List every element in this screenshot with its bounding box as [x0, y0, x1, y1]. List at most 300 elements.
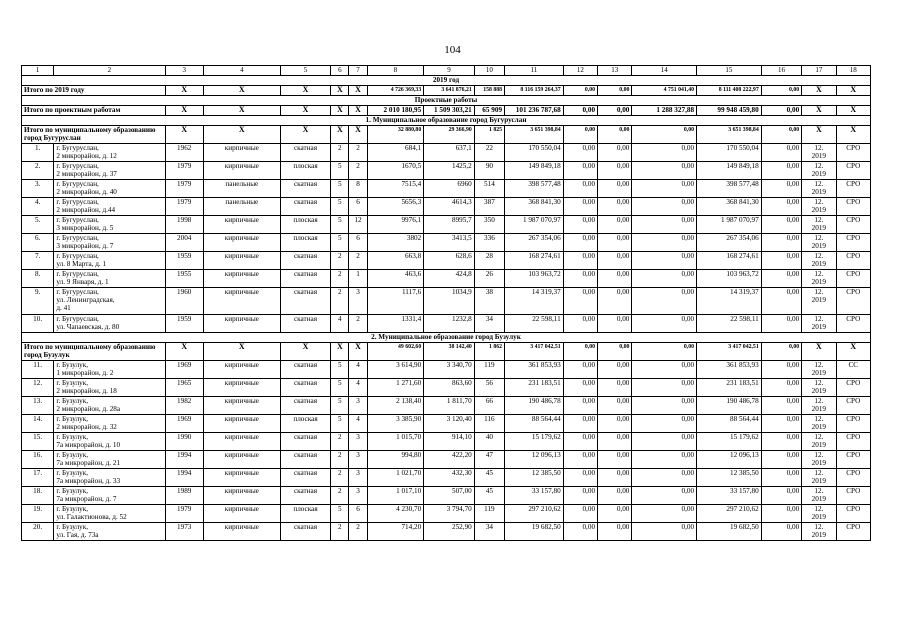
cost-cell: 149 849,18	[697, 162, 762, 180]
roof-type: скатная	[280, 180, 331, 198]
living-area: 1 811,70	[424, 397, 475, 415]
total-cell: 99 948 459,80	[697, 106, 762, 116]
funding-method: СРО	[836, 523, 870, 541]
row-number: 12.	[22, 379, 54, 397]
entrances: 4	[349, 361, 367, 379]
completion-term	[802, 487, 836, 505]
entrances: 3	[349, 487, 367, 505]
cost-cell: 0,00	[563, 144, 597, 162]
total-cell: 0,00	[632, 126, 697, 144]
address-cell	[54, 288, 165, 315]
living-area: 252,90	[424, 523, 475, 541]
total-cell: 0,00	[563, 126, 597, 144]
wall-material: кирпичные	[203, 469, 280, 487]
floors: 5	[331, 397, 349, 415]
cost-cell: 103 963,72	[697, 270, 762, 288]
wall-material: кирпичные	[203, 505, 280, 523]
total-label: Итого по муниципальному образованию город Бугуруслан	[22, 126, 166, 144]
roof-type: скатная	[280, 270, 331, 288]
cost-cell: 0,00	[598, 144, 632, 162]
year-built: 1979	[165, 505, 203, 523]
address-cell	[54, 180, 165, 198]
term-line: 12.	[814, 315, 824, 323]
repair-cost: 19 682,50	[505, 523, 564, 541]
repair-cost: 15 179,62	[505, 433, 564, 451]
total-label: Итого по проектным работам	[22, 106, 166, 116]
year-built: 1960	[165, 288, 203, 315]
repair-cost: 103 963,72	[505, 270, 564, 288]
total-area: 3802	[367, 234, 424, 252]
cost-cell: 0,00	[632, 451, 697, 469]
completion-term	[802, 315, 836, 333]
cost-cell: 0,00	[563, 315, 597, 333]
repair-cost: 33 157,80	[505, 487, 564, 505]
total-cell: 0,00	[563, 106, 597, 116]
living-area: 422,20	[424, 451, 475, 469]
residents: 119	[474, 361, 504, 379]
column-number: 8	[367, 66, 424, 76]
total-cell: 0,00	[761, 86, 801, 96]
row-number: 14.	[22, 415, 54, 433]
repair-cost: 231 183,51	[505, 379, 564, 397]
row-number: 4.	[22, 198, 54, 216]
funding-method: СРО	[836, 180, 870, 198]
total-cell: 29 366,90	[424, 126, 475, 144]
residents: 47	[474, 451, 504, 469]
total-cell: X	[280, 126, 331, 144]
term-line: 12.	[814, 487, 824, 495]
year-built: 1982	[165, 397, 203, 415]
year-built: 1973	[165, 523, 203, 541]
repair-cost: 398 577,48	[505, 180, 564, 198]
cost-cell: 0,00	[563, 379, 597, 397]
address-line: г. Бугуруслан,	[56, 198, 99, 206]
cost-cell: 22 598,11	[697, 315, 762, 333]
total-area: 663,8	[367, 252, 424, 270]
wall-material: кирпичные	[203, 162, 280, 180]
total-cell: X	[802, 343, 836, 361]
address-cell	[54, 216, 165, 234]
cost-cell: 0,00	[632, 315, 697, 333]
total-cell: 0,00	[761, 343, 801, 361]
roof-type: скатная	[280, 252, 331, 270]
funding-method: СРО	[836, 270, 870, 288]
address-line: 2 микрорайон, д. 18	[56, 387, 117, 396]
table-row	[22, 523, 871, 541]
repair-cost: 267 354,06	[505, 234, 564, 252]
cost-cell: 0,00	[761, 216, 801, 234]
wall-material: кирпичные	[203, 234, 280, 252]
address-line: ул. Чапаевская, д. 80	[56, 323, 120, 332]
entrances: 4	[349, 379, 367, 397]
address-cell	[54, 487, 165, 505]
cost-cell: 0,00	[598, 433, 632, 451]
total-label: Итого по муниципальному образованию город Бузулук	[22, 343, 166, 361]
row-number: 16.	[22, 451, 54, 469]
term-line: 2019	[811, 441, 827, 450]
residents: 350	[474, 216, 504, 234]
completion-term	[802, 361, 836, 379]
address-line: 3 микрорайон, д. 7	[56, 242, 114, 251]
total-cell: 0,00	[761, 106, 801, 116]
entrances: 1	[349, 270, 367, 288]
design-header-row	[22, 96, 871, 106]
repair-cost: 297 210,62	[505, 505, 564, 523]
living-area: 507,00	[424, 487, 475, 505]
roof-type: скатная	[280, 433, 331, 451]
year-header: 2019 год	[22, 76, 871, 86]
column-number: 4	[203, 66, 280, 76]
address-line: ул. Гая, д. 73а	[56, 531, 99, 540]
table-row	[22, 144, 871, 162]
living-area: 3 794,70	[424, 505, 475, 523]
address-cell	[54, 252, 165, 270]
funding-method: СРО	[836, 469, 870, 487]
term-line: 12.	[814, 252, 824, 260]
address-line: 2 микрорайон, д. 40	[56, 188, 117, 197]
address-line: г. Бугуруслан,	[56, 234, 99, 242]
cost-cell: 0,00	[598, 451, 632, 469]
term-line: 2019	[811, 242, 827, 251]
address-line: г. Бузулук,	[56, 379, 89, 387]
column-number: 2	[54, 66, 165, 76]
term-line: 2019	[811, 188, 827, 197]
completion-term	[802, 523, 836, 541]
cost-cell: 231 183,51	[697, 379, 762, 397]
address-line: г. Бугуруслан,	[56, 216, 99, 224]
residents: 119	[474, 505, 504, 523]
total-cell: 4 751 041,40	[632, 86, 697, 96]
funding-method: СС	[836, 361, 870, 379]
term-line: 12.	[814, 397, 824, 405]
cost-cell: 0,00	[761, 523, 801, 541]
repair-cost: 1 987 070,97	[505, 216, 564, 234]
row-number: 10.	[22, 315, 54, 333]
cost-cell: 15 179,62	[697, 433, 762, 451]
section-title-row	[22, 116, 871, 126]
funding-method: СРО	[836, 487, 870, 505]
cost-cell: 267 354,06	[697, 234, 762, 252]
column-number: 18	[836, 66, 870, 76]
cost-cell: 0,00	[632, 234, 697, 252]
year-built: 2004	[165, 234, 203, 252]
residents: 514	[474, 180, 504, 198]
total-cell: 38 142,40	[424, 343, 475, 361]
address-line: г. Бузулук,	[56, 487, 89, 495]
cost-cell: 0,00	[563, 234, 597, 252]
row-number: 6.	[22, 234, 54, 252]
wall-material: панельные	[203, 180, 280, 198]
entrances: 3	[349, 451, 367, 469]
funding-method: СРО	[836, 315, 870, 333]
capital-repair-table	[21, 65, 871, 541]
total-cell: X	[349, 86, 367, 96]
row-number: 7.	[22, 252, 54, 270]
residents: 45	[474, 469, 504, 487]
address-line: 2 микрорайон, д.44	[56, 206, 116, 215]
address-line: 2 микрорайон, д. 32	[56, 423, 117, 432]
total-cell: 65 909	[474, 106, 504, 116]
address-cell	[54, 523, 165, 541]
total-cell: X	[165, 343, 203, 361]
address-cell	[54, 361, 165, 379]
residents: 45	[474, 487, 504, 505]
living-area: 432,30	[424, 469, 475, 487]
cost-cell: 190 486,78	[697, 397, 762, 415]
repair-cost: 22 598,11	[505, 315, 564, 333]
cost-cell: 0,00	[598, 216, 632, 234]
table-row	[22, 216, 871, 234]
total-cell: X	[331, 86, 349, 96]
roof-type: скатная	[280, 144, 331, 162]
total-cell: 49 602,60	[367, 343, 424, 361]
row-number: 20.	[22, 523, 54, 541]
funding-method: СРО	[836, 379, 870, 397]
section-title: 1. Муниципальное образование город Бугуруслан	[22, 116, 871, 126]
completion-term	[802, 252, 836, 270]
total-cell: X	[331, 106, 349, 116]
term-line: 12.	[814, 379, 824, 387]
address-cell	[54, 379, 165, 397]
funding-method: СРО	[836, 234, 870, 252]
residents: 40	[474, 433, 504, 451]
address-cell	[54, 469, 165, 487]
total-cell: X	[349, 106, 367, 116]
cost-cell: 0,00	[632, 252, 697, 270]
roof-type: плоская	[280, 505, 331, 523]
roof-type: плоская	[280, 216, 331, 234]
total-cell: X	[280, 106, 331, 116]
roof-type: скатная	[280, 361, 331, 379]
term-line: 12.	[814, 415, 824, 423]
living-area: 6960	[424, 180, 475, 198]
address-cell	[54, 433, 165, 451]
term-line: 12.	[814, 361, 824, 369]
floors: 2	[331, 252, 349, 270]
residents: 116	[474, 415, 504, 433]
row-number: 18.	[22, 487, 54, 505]
cost-cell: 0,00	[761, 397, 801, 415]
completion-term	[802, 505, 836, 523]
funding-method: СРО	[836, 252, 870, 270]
residents: 387	[474, 198, 504, 216]
table-row	[22, 487, 871, 505]
cost-cell: 0,00	[761, 162, 801, 180]
address-line: г. Бузулук,	[56, 397, 89, 405]
floors: 4	[331, 315, 349, 333]
table-row	[22, 234, 871, 252]
living-area: 8995,7	[424, 216, 475, 234]
wall-material: кирпичные	[203, 451, 280, 469]
column-number: 13	[598, 66, 632, 76]
cost-cell: 0,00	[598, 198, 632, 216]
total-cell: 3 641 876,21	[424, 86, 475, 96]
address-line: г. Бугуруслан,	[56, 180, 99, 188]
total-label: Итого по 2019 году	[22, 86, 166, 96]
cost-cell: 0,00	[598, 234, 632, 252]
cost-cell: 0,00	[761, 469, 801, 487]
completion-term	[802, 397, 836, 415]
wall-material: кирпичные	[203, 433, 280, 451]
cost-cell: 0,00	[761, 415, 801, 433]
total-cell: X	[836, 343, 870, 361]
residents: 22	[474, 144, 504, 162]
year-built: 1979	[165, 162, 203, 180]
cost-cell: 88 564,44	[697, 415, 762, 433]
entrances: 2	[349, 252, 367, 270]
wall-material: кирпичные	[203, 288, 280, 315]
address-line: г. Бугуруслан,	[56, 144, 99, 152]
repair-cost: 190 486,78	[505, 397, 564, 415]
cost-cell: 14 319,37	[697, 288, 762, 315]
address-line: г. Бугуруслан,	[56, 270, 99, 278]
repair-cost: 12 385,50	[505, 469, 564, 487]
living-area: 1034,9	[424, 288, 475, 315]
total-cell: 0,00	[563, 86, 597, 96]
year-built: 1955	[165, 270, 203, 288]
total-cell: 32 880,80	[367, 126, 424, 144]
funding-method: СРО	[836, 162, 870, 180]
floors: 5	[331, 415, 349, 433]
floors: 5	[331, 234, 349, 252]
year-built: 1959	[165, 252, 203, 270]
address-line: г. Бугуруслан,	[56, 252, 99, 260]
cost-cell: 0,00	[761, 270, 801, 288]
funding-method: СРО	[836, 505, 870, 523]
cost-cell: 0,00	[563, 216, 597, 234]
address-cell	[54, 198, 165, 216]
address-cell	[54, 505, 165, 523]
address-cell	[54, 397, 165, 415]
address-cell	[54, 162, 165, 180]
address-line: г. Бузулук,	[56, 505, 89, 513]
entrances: 6	[349, 198, 367, 216]
completion-term	[802, 415, 836, 433]
column-number: 10	[474, 66, 504, 76]
year-built: 1979	[165, 198, 203, 216]
wall-material: кирпичные	[203, 397, 280, 415]
total-area: 1331,4	[367, 315, 424, 333]
address-cell	[54, 451, 165, 469]
completion-term	[802, 180, 836, 198]
total-cell: 0,00	[598, 106, 632, 116]
cost-cell: 0,00	[632, 487, 697, 505]
total-cell: X	[203, 126, 280, 144]
total-cell: 3 417 042,51	[505, 343, 564, 361]
entrances: 6	[349, 505, 367, 523]
funding-method: СРО	[836, 216, 870, 234]
table-row	[22, 379, 871, 397]
cost-cell: 0,00	[761, 379, 801, 397]
cost-cell: 0,00	[761, 252, 801, 270]
cost-cell: 0,00	[598, 315, 632, 333]
entrances: 2	[349, 144, 367, 162]
total-cell: X	[802, 86, 836, 96]
row-number: 11.	[22, 361, 54, 379]
total-area: 1670,5	[367, 162, 424, 180]
address-line: ул. Ленинградская,	[56, 296, 115, 305]
funding-method: СРО	[836, 451, 870, 469]
cost-cell: 0,00	[761, 315, 801, 333]
cost-cell: 0,00	[761, 361, 801, 379]
floors: 2	[331, 288, 349, 315]
term-line: 2019	[811, 513, 827, 522]
living-area: 424,8	[424, 270, 475, 288]
year-built: 1994	[165, 469, 203, 487]
year-built: 1998	[165, 216, 203, 234]
address-line: г. Бузулук,	[56, 523, 89, 531]
term-line: 2019	[811, 224, 827, 233]
table-row	[22, 315, 871, 333]
roof-type: скатная	[280, 451, 331, 469]
living-area: 637,1	[424, 144, 475, 162]
total-cell: 1 288 327,88	[632, 106, 697, 116]
cost-cell: 0,00	[563, 433, 597, 451]
floors: 5	[331, 505, 349, 523]
column-number: 11	[505, 66, 564, 76]
table-row	[22, 397, 871, 415]
cost-cell: 0,00	[598, 397, 632, 415]
address-line: 2 микрорайон, д. 37	[56, 170, 117, 179]
funding-method: СРО	[836, 397, 870, 415]
term-line: 12.	[814, 180, 824, 188]
wall-material: кирпичные	[203, 361, 280, 379]
address-line: 2 микрорайон, д. 28а	[56, 405, 121, 414]
term-line: 2019	[811, 531, 827, 540]
floors: 5	[331, 216, 349, 234]
column-number: 6	[331, 66, 349, 76]
repair-cost: 168 274,61	[505, 252, 564, 270]
year-header-row	[22, 76, 871, 86]
total-cell: 101 236 787,68	[505, 106, 564, 116]
address-line: д. 41	[56, 304, 71, 313]
column-number: 15	[697, 66, 762, 76]
cost-cell: 0,00	[761, 288, 801, 315]
cost-cell: 0,00	[598, 180, 632, 198]
address-line: г. Бугуруслан,	[56, 288, 99, 296]
address-line: 7а микрорайон, д. 10	[56, 441, 121, 450]
cost-cell: 361 853,93	[697, 361, 762, 379]
cost-cell: 0,00	[598, 523, 632, 541]
funding-method: СРО	[836, 198, 870, 216]
page-number: 104	[444, 44, 461, 56]
cost-cell: 0,00	[761, 234, 801, 252]
table-row	[22, 252, 871, 270]
term-line: 12.	[814, 505, 824, 513]
cost-cell: 0,00	[761, 144, 801, 162]
residents: 34	[474, 523, 504, 541]
term-line: 2019	[811, 477, 827, 486]
total-cell: X	[836, 86, 870, 96]
floors: 2	[331, 523, 349, 541]
floors: 5	[331, 361, 349, 379]
completion-term	[802, 469, 836, 487]
total-area: 1117,6	[367, 288, 424, 315]
total-cell: 1 825	[474, 126, 504, 144]
total-cell: X	[203, 106, 280, 116]
floors: 5	[331, 162, 349, 180]
table-row	[22, 433, 871, 451]
wall-material: кирпичные	[203, 487, 280, 505]
total-cell: 0,00	[761, 126, 801, 144]
total-cell: X	[802, 106, 836, 116]
total-cell: X	[802, 126, 836, 144]
roof-type: плоская	[280, 234, 331, 252]
column-number: 1	[22, 66, 54, 76]
cost-cell: 0,00	[563, 270, 597, 288]
cost-cell: 0,00	[598, 361, 632, 379]
repair-cost: 361 853,93	[505, 361, 564, 379]
